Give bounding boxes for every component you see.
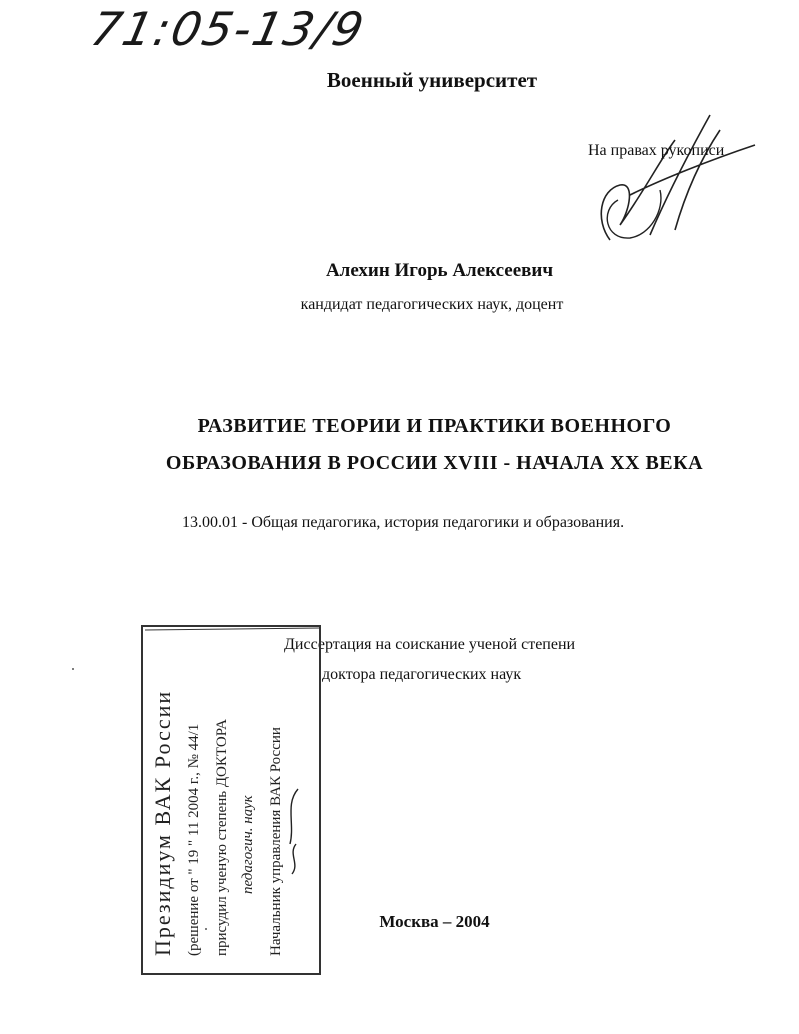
scan-speck: [205, 928, 207, 930]
dissertation-type-line2: доктора педагогических наук: [322, 666, 522, 683]
stamp-line5: Начальник управления ВАК России: [268, 727, 284, 956]
stamp-line1: Президиум ВАК России: [150, 689, 175, 956]
vak-stamp: [120, 604, 330, 984]
stamp-line2: (решение от " 19 " 11 2004 г., № 44/1: [186, 723, 202, 956]
rights-notice: На правах рукописи: [588, 142, 725, 159]
dissertation-title-line1: РАЗВИТИЕ ТЕОРИИ И ПРАКТИКИ ВОЕННОГО: [197, 415, 672, 437]
dissertation-title-line2: ОБРАЗОВАНИЯ В РОССИИ XVIII - НАЧАЛА XX ВЕКА: [165, 452, 704, 474]
city-year: Москва – 2004: [379, 912, 490, 931]
author-name: Алехин Игорь Алексеевич: [325, 260, 554, 281]
university-name: Военный университет: [326, 68, 538, 92]
stamp-line3: присудил ученую степень ДОКТОРА: [214, 719, 230, 956]
stamp-line4: педагогич. наук: [240, 795, 256, 894]
catalog-number: 71:05-13/9: [86, 2, 371, 56]
dissertation-type-line1: Диссертация на соискание ученой степени: [284, 636, 576, 653]
author-degree: кандидат педагогических наук, доцент: [300, 296, 564, 313]
scan-speck: [72, 668, 74, 670]
specialty-code: 13.00.01 - Общая педагогика, история педагогики и образования.: [182, 514, 625, 531]
signature-icon: [590, 100, 760, 260]
